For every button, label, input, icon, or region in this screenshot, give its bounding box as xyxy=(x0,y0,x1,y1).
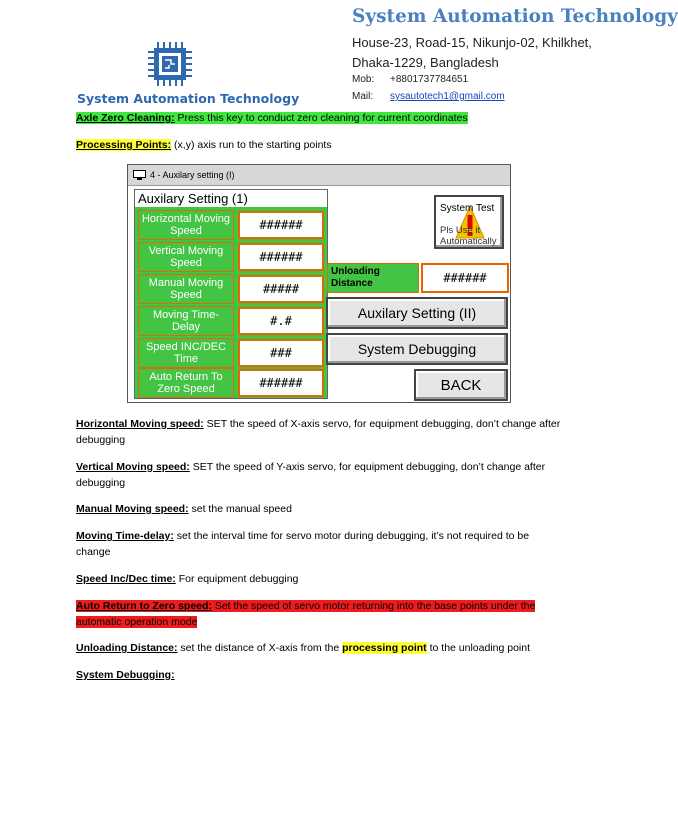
manual-speed-desc xyxy=(76,501,562,517)
manual-speed-desc-label: Manual Moving speed: xyxy=(76,503,189,515)
horizontal-speed-desc-text: SET the speed of X-axis servo, for equipment debugging, don’t change after debugging xyxy=(76,418,561,446)
unloading-desc-text-before: set the distance of X-axis from the xyxy=(177,642,343,654)
horizontal-speed-label: Horizontal Moving Speed xyxy=(138,210,234,240)
logo-company-name: System Automation Technology xyxy=(77,91,300,106)
unloading-distance-label: Unloading Distance xyxy=(327,263,419,293)
system-debugging-button[interactable]: System Debugging xyxy=(326,333,508,365)
monitor-icon xyxy=(133,170,146,180)
axle-zero-label: Axle Zero Cleaning: xyxy=(76,112,175,124)
mob-label: Mob: xyxy=(352,74,375,85)
time-delay-label: Moving Time-Delay xyxy=(138,306,234,336)
unloading-desc-text-after: to the unloading point xyxy=(426,642,531,654)
manual-speed-label: Manual Moving Speed xyxy=(138,274,234,304)
aux-setting-2-button[interactable]: Auxilary Setting (II) xyxy=(326,297,508,329)
inc-dec-time-desc-label: Speed Inc/Dec time: xyxy=(76,573,176,585)
horizontal-speed-desc xyxy=(76,416,562,448)
auto-return-desc-label: Auto Return to Zero speed: xyxy=(76,600,212,612)
processing-points-text: (x,y) axis run to the starting points xyxy=(171,139,332,151)
mail-label: Mail: xyxy=(352,91,374,102)
system-debugging-label: System Debugging: xyxy=(76,669,175,681)
axle-zero-line xyxy=(76,110,468,127)
system-test-label: System Test xyxy=(440,203,495,214)
manual-speed-desc-text: set the manual speed xyxy=(188,503,292,515)
manual-speed-field[interactable]: ##### xyxy=(238,275,324,303)
window-title: 4 - Auxilary setting (I) xyxy=(150,170,235,180)
window-titlebar xyxy=(128,165,510,186)
processing-point-highlight: processing point xyxy=(342,642,427,654)
company-title: System Automation Technology xyxy=(352,6,678,27)
time-delay-desc xyxy=(76,528,562,560)
inc-dec-time-field[interactable]: ### xyxy=(238,339,324,367)
time-delay-desc-label: Moving Time-delay: xyxy=(76,530,174,542)
aux-setting-panel xyxy=(134,189,328,399)
address-line-2: Dhaka-1229, Bangladesh xyxy=(352,55,499,70)
company-logo xyxy=(146,40,194,88)
unloading-distance-field[interactable]: ###### xyxy=(421,263,509,293)
auto-return-speed-field[interactable]: ###### xyxy=(238,369,324,397)
hmi-screenshot xyxy=(127,164,511,403)
system-debugging-heading xyxy=(76,667,562,683)
back-button[interactable]: BACK xyxy=(414,369,508,401)
inc-dec-time-desc xyxy=(76,571,562,587)
mail-link[interactable]: sysautotech1@gmail.com xyxy=(390,91,505,102)
system-test-button[interactable] xyxy=(434,195,504,249)
vertical-speed-field[interactable]: ###### xyxy=(238,243,324,271)
inc-dec-time-label: Speed INC/DEC Time xyxy=(138,338,234,368)
time-delay-desc-text: set the interval time for servo motor during debugging, it’s not required to be change xyxy=(76,530,530,558)
unloading-distance-desc xyxy=(76,640,562,656)
panel-title: Auxilary Setting (1) xyxy=(135,190,327,207)
auto-use-warning: Pls Use it Automatically xyxy=(440,225,497,247)
mob-value: +8801737784651 xyxy=(390,74,469,85)
processing-points-label: Processing Points: xyxy=(76,139,172,151)
unloading-desc-label: Unloading Distance: xyxy=(76,642,178,654)
axle-zero-text: Press this key to conduct zero cleaning for current coordinates xyxy=(174,112,468,124)
vertical-speed-label: Vertical Moving Speed xyxy=(138,242,234,272)
auto-return-desc-text: Set the speed of servo motor returning into the base points under the automatic operation mode xyxy=(76,600,536,628)
horizontal-speed-field[interactable]: ###### xyxy=(238,211,324,239)
inc-dec-time-desc-text: For equipment debugging xyxy=(175,573,299,585)
vertical-speed-desc-label: Vertical Moving speed: xyxy=(76,461,190,473)
horizontal-speed-desc-label: Horizontal Moving speed: xyxy=(76,418,204,430)
processing-points-line xyxy=(76,137,332,154)
time-delay-field[interactable]: #.# xyxy=(238,307,324,335)
vertical-speed-desc xyxy=(76,459,562,491)
auto-return-speed-label: Auto Return To Zero Speed xyxy=(138,368,234,398)
address-line-1: House-23, Road-15, Nikunjo-02, Khilkhet, xyxy=(352,35,592,50)
vertical-speed-desc-text: SET the speed of Y-axis servo, for equipment debugging, don’t change after debugging xyxy=(76,461,546,489)
auto-return-desc xyxy=(76,598,562,630)
